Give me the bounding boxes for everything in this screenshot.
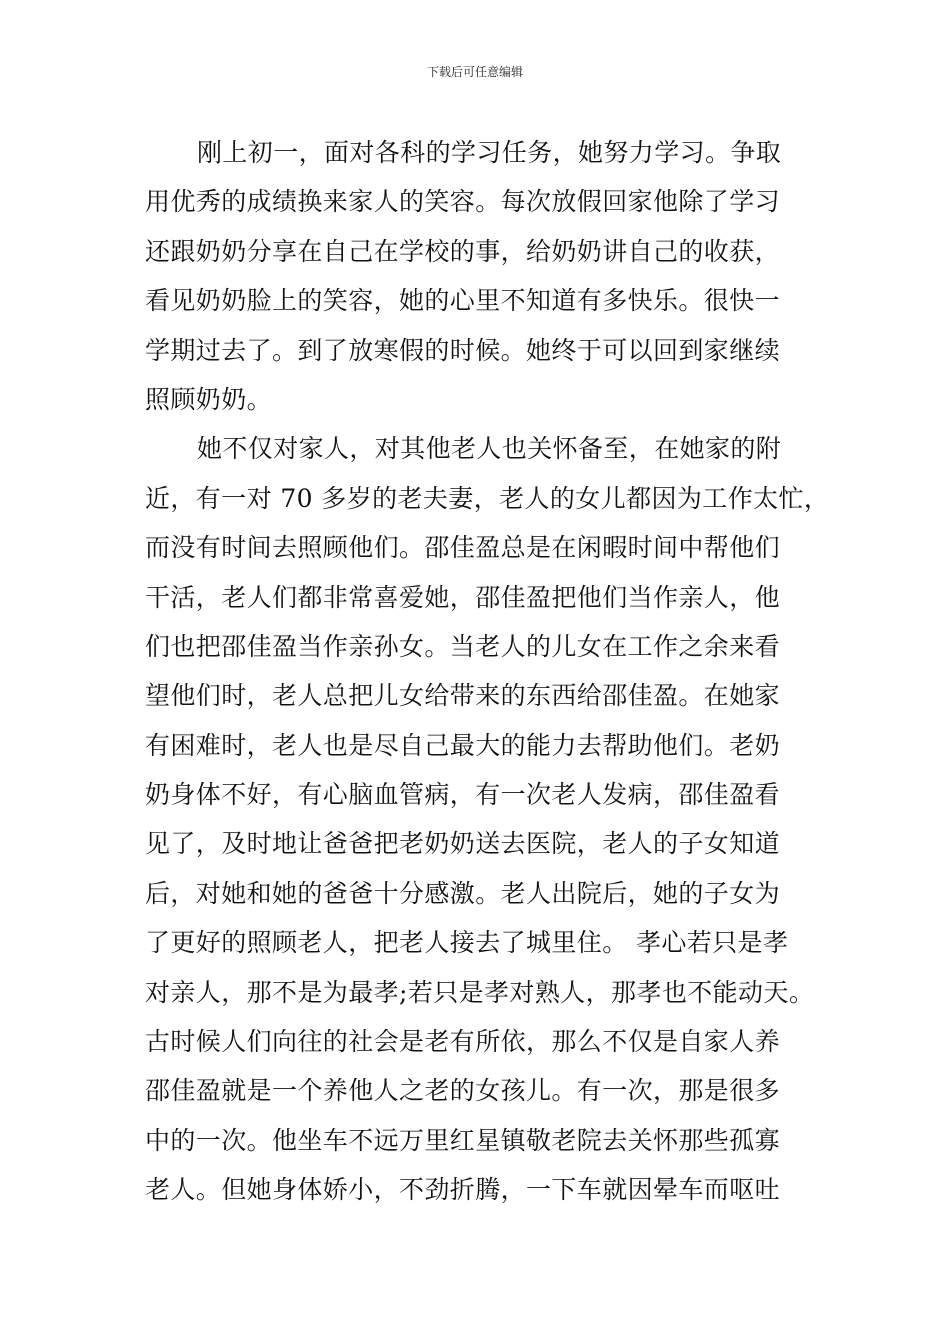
paragraph-line: 她不仅对家人，对其他老人也关怀备至，在她家的附 [197, 434, 782, 464]
page-header: 下载后可任意编辑 [426, 65, 523, 79]
paragraph-line: 了更好的照顾老人，把老人接去了城里住。 孝心若只是孝 [145, 928, 789, 958]
paragraph-line: 邵佳盈就是一个养他人之老的女孩儿。有一次，那是很多 [145, 1076, 781, 1106]
paragraph-line: 后，对她和她的爸爸十分感激。老人出院后，她的子女为 [145, 878, 781, 908]
paragraph-line: 照顾奶奶。 [145, 384, 273, 414]
paragraph-line: 看见奶奶脸上的笑容，她的心里不知道有多快乐。很快一 [145, 286, 781, 316]
paragraph-line: 见了，及时地让爸爸把老奶奶送去医院，老人的子女知道 [145, 829, 781, 859]
paragraph-line: 学期过去了。到了放寒假的时候。她终于可以回到家继续 [145, 335, 781, 365]
paragraph-line: 奶身体不好，有心脑血管病，有一次老人发病，邵佳盈看 [145, 780, 781, 810]
paragraph-line: 中的一次。他坐车不远万里红星镇敬老院去关怀那些孤寡 [145, 1125, 781, 1155]
paragraph-line: 对亲人，那不是为最孝;若只是孝对熟人，那孝也不能动天。 [145, 977, 815, 1007]
paragraph-line: 古时候人们向往的社会是老有所依，那么不仅是自家人养 [145, 1027, 781, 1057]
paragraph-line: 用优秀的成绩换来家人的笑容。每次放假回家他除了学习 [145, 187, 781, 217]
paragraph-line: 还跟奶奶分享在自己在学校的事，给奶奶讲自己的收获， [145, 236, 781, 266]
paragraph-line: 近，有一对 70 多岁的老夫妻，老人的女儿都因为工作太忙， [145, 483, 830, 513]
paragraph-line: 有困难时，老人也是尽自己最大的能力去帮助他们。老奶 [145, 730, 781, 760]
paragraph-line: 老人。但她身体娇小，不劲折腾，一下车就因晕车而呕吐 [145, 1175, 781, 1205]
paragraph-line: 刚上初一，面对各科的学习任务，她努力学习。争取 [197, 138, 782, 167]
paragraph-line: 而没有时间去照顾他们。邵佳盈总是在闲暇时间中帮他们 [145, 533, 781, 563]
paragraph-line: 们也把邵佳盈当作亲孙女。当老人的儿女在工作之余来看 [145, 631, 781, 661]
body-text [145, 128, 830, 1215]
paragraph-line: 干活，老人们都非常喜爱她，邵佳盈把他们当作亲人，他 [145, 582, 781, 612]
paragraph-line: 望他们时，老人总把儿女给带来的东西给邵佳盈。在她家 [145, 681, 781, 711]
